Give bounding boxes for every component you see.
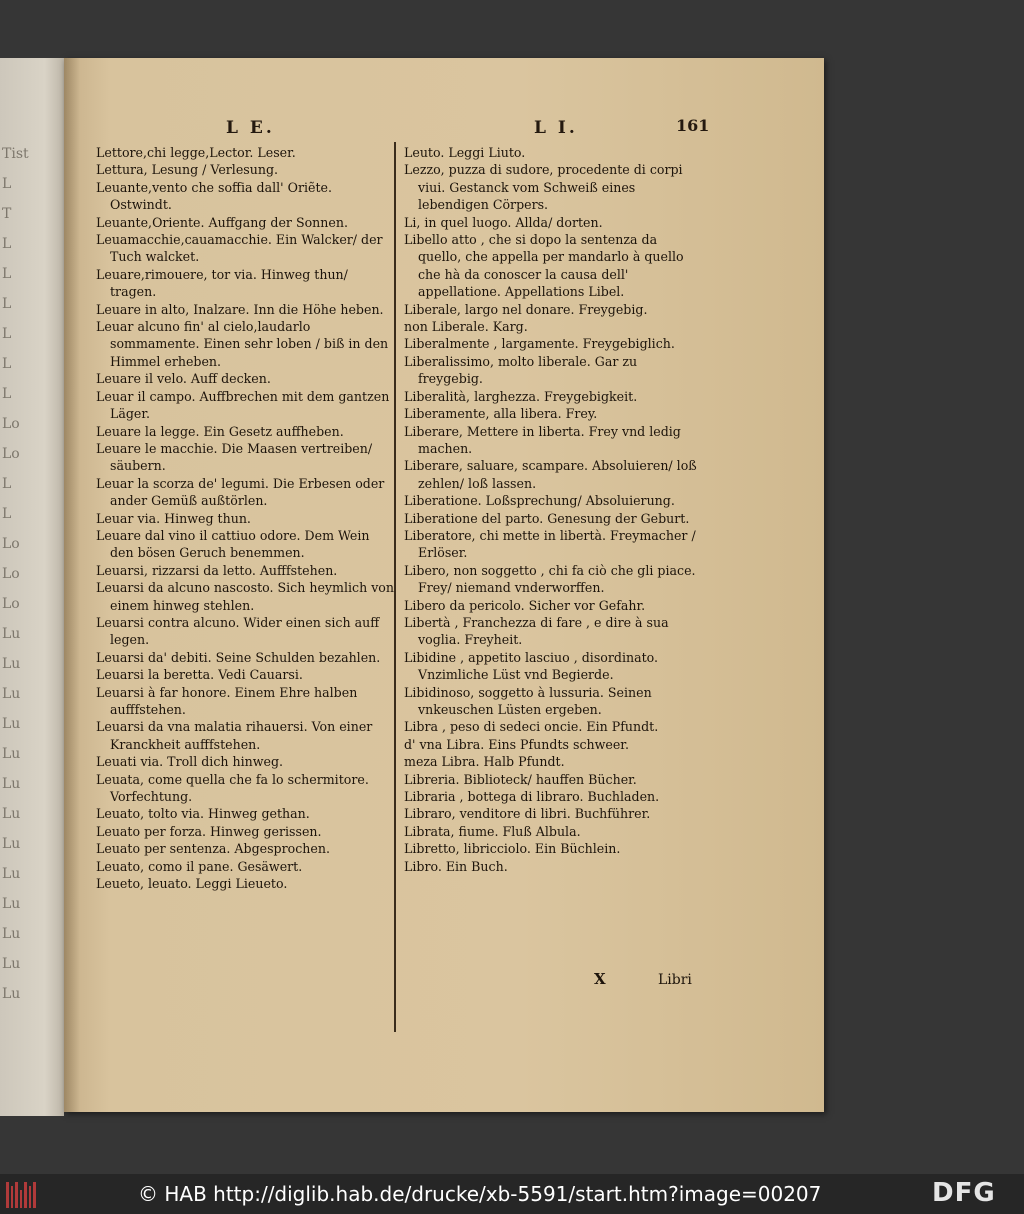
dictionary-entry: non Liberale. Karg. xyxy=(404,319,528,335)
catchword: Libri xyxy=(658,972,692,988)
dictionary-entry: Liberatione del parto. Genesung der Geburt. xyxy=(404,510,690,526)
footer-bar xyxy=(0,1174,1024,1214)
previous-page-fragment: Tist xyxy=(2,146,29,162)
previous-page-fragment: L xyxy=(2,296,12,312)
previous-page-fragment: Lu xyxy=(2,896,21,912)
dictionary-entry: Lezzo, puzza di sudore, procedente di corpi viui. Gestanck vom Schweiß eines lebendigen Cörpers. xyxy=(404,162,683,213)
dictionary-entry: meza Libra. Halb Pfundt. xyxy=(404,754,565,770)
dictionary-entry: Liberale, largo nel donare. Freygebig. xyxy=(404,301,648,317)
previous-page-fragment: Lu xyxy=(2,806,21,822)
dictionary-entry: Leuarsi da' debiti. Seine Schulden bezahlen. xyxy=(96,649,381,665)
previous-page-fragment: T xyxy=(2,206,12,222)
previous-page-fragment: L xyxy=(2,266,12,282)
previous-page-fragment: Lu xyxy=(2,836,21,852)
dictionary-entry: Libidinoso, soggetto à lussuria. Seinen vnkeuschen Lüsten ergeben. xyxy=(404,684,652,717)
dictionary-entry: Leueto, leuato. Leggi Lieueto. xyxy=(96,876,288,892)
dictionary-entry: Leuata, come quella che fa lo schermitore. Vorfechtung. xyxy=(96,771,369,805)
dictionary-entry: Leuar alcuno fin' al cielo,laudarlo sommamente. Einen sehr loben / biß in den Himmel erheben. xyxy=(96,319,389,369)
dictionary-entry: Libra , peso di sedeci oncie. Ein Pfundt. xyxy=(404,719,659,735)
right-column xyxy=(404,144,704,875)
dictionary-entry: Li, in quel luogo. Allda/ dorten. xyxy=(404,214,603,230)
previous-page-fragment: Lu xyxy=(2,986,21,1002)
dictionary-entry: Leuato per sentenza. Abgesprochen. xyxy=(96,841,330,857)
dictionary-entry: Leuare dal vino il cattiuo odore. Dem Wein den bösen Geruch benemmen. xyxy=(96,527,370,561)
hab-logo-icon xyxy=(6,1182,36,1208)
dictionary-entry: Leuare in alto, Inalzare. Inn die Höhe heben. xyxy=(96,301,384,317)
dictionary-entry: Leuamacchie,cauamacchie. Ein Walcker/ der Tuch walcket. xyxy=(96,232,383,265)
dictionary-entry: Liberalità, larghezza. Freygebigkeit. xyxy=(404,388,638,404)
previous-page-fragment: L xyxy=(2,506,12,522)
left-column xyxy=(96,144,396,892)
dictionary-entry: Liberare, saluare, scampare. Absoluieren/ loß zehlen/ loß lassen. xyxy=(404,458,697,491)
previous-page-fragment: L xyxy=(2,356,12,372)
previous-page-fragment: Lu xyxy=(2,956,21,972)
dfg-logo: DFG xyxy=(932,1178,996,1208)
dictionary-entry: Leuare,rimouere, tor via. Hinweg thun/ tragen. xyxy=(96,266,348,300)
page-gutter-shadow xyxy=(64,58,80,1112)
previous-page-fragment: Lo xyxy=(2,566,20,582)
dictionary-entry: Leuare il velo. Auff decken. xyxy=(96,371,271,387)
dictionary-entry: Leuato, tolto via. Hinweg gethan. xyxy=(96,806,310,822)
previous-page-fragment: Lu xyxy=(2,776,21,792)
dictionary-entry: Libidine , appetito lasciuo , disordinato. Vnzimliche Lüst vnd Begierde. xyxy=(404,649,659,683)
previous-page-edge xyxy=(0,58,64,1116)
dictionary-entry: Leuar la scorza de' legumi. Die Erbesen oder ander Gemüß außtörlen. xyxy=(96,475,385,509)
previous-page-fragment: Lu xyxy=(2,656,21,672)
dictionary-entry: d' vna Libra. Eins Pfundts schweer. xyxy=(404,736,629,752)
dictionary-entry: Libreria. Biblioteck/ hauffen Bücher. xyxy=(404,771,637,787)
dictionary-entry: Leuati via. Troll dich hinweg. xyxy=(96,754,284,770)
previous-page-fragment: Lu xyxy=(2,866,21,882)
dictionary-entry: Leuar via. Hinweg thun. xyxy=(96,510,251,526)
dictionary-entry: Leuante,Oriente. Auffgang der Sonnen. xyxy=(96,214,348,230)
dictionary-entry: Libero da pericolo. Sicher vor Gefahr. xyxy=(404,597,646,613)
dictionary-entry: Leuato per forza. Hinweg gerissen. xyxy=(96,823,322,839)
dictionary-entry: Librata, fiume. Fluß Albula. xyxy=(404,823,581,839)
dictionary-entry: Liberatore, chi mette in libertà. Freymacher / Erlöser. xyxy=(404,527,696,561)
dictionary-entry: Leuarsi, rizzarsi da letto. Aufffstehen. xyxy=(96,562,338,578)
previous-page-fragment: Lu xyxy=(2,716,21,732)
dictionary-entry: Libello atto , che si dopo la sentenza da quello, che appella per mandarlo à quello che hà da conoscer la causa dell' appellatione. Appellations Libel. xyxy=(404,232,684,300)
previous-page-fragment: Lu xyxy=(2,626,21,642)
dictionary-entry: Liberatione. Loßsprechung/ Absoluierung. xyxy=(404,493,675,509)
dictionary-entry: Leuante,vento che soffia dall' Oriẽte. Ostwindt. xyxy=(96,179,332,213)
signature-mark: X xyxy=(594,970,606,988)
dictionary-entry: Leuarsi contra alcuno. Wider einen sich auff legen. xyxy=(96,614,380,648)
previous-page-fragment: L xyxy=(2,476,12,492)
book-page xyxy=(64,58,824,1112)
dictionary-entry: Leuar il campo. Auffbrechen mit dem gantzen Läger. xyxy=(96,388,390,422)
dictionary-entry: Libraria , bottega di libraro. Buchladen. xyxy=(404,789,660,805)
previous-page-fragment: Lu xyxy=(2,926,21,942)
dictionary-entry: Leuto. Leggi Liuto. xyxy=(404,145,526,160)
previous-page-fragment: L xyxy=(2,386,12,402)
dictionary-entry: Libro. Ein Buch. xyxy=(404,858,508,874)
running-header-left: L E. xyxy=(226,118,275,138)
previous-page-fragment: Lu xyxy=(2,686,21,702)
dictionary-entry: Lettura, Lesung / Verlesung. xyxy=(96,162,279,178)
running-header-right: L I. xyxy=(534,118,578,138)
previous-page-fragment: L xyxy=(2,176,12,192)
previous-page-fragment: Lo xyxy=(2,596,20,612)
previous-page-fragment: L xyxy=(2,326,12,342)
dictionary-entry: Liberalmente , largamente. Freygebiglich. xyxy=(404,336,675,352)
copyright-url[interactable]: © HAB http://diglib.hab.de/drucke/xb-5591/start.htm?image=00207 xyxy=(138,1182,822,1206)
previous-page-fragment: Lo xyxy=(2,416,20,432)
dictionary-entry: Leuarsi la beretta. Vedi Cauarsi. xyxy=(96,667,303,683)
previous-page-fragment: Lo xyxy=(2,536,20,552)
dictionary-entry: Liberamente, alla libera. Frey. xyxy=(404,406,598,422)
page-number: 161 xyxy=(676,116,710,135)
dictionary-entry: Leuarsi da alcuno nascosto. Sich heymlich von einem hinweg stehlen. xyxy=(96,580,395,613)
dictionary-entry: Lettore,chi legge,Lector. Leser. xyxy=(96,145,296,160)
previous-page-fragment: Lo xyxy=(2,446,20,462)
dictionary-entry: Leuato, como il pane. Gesäwert. xyxy=(96,858,303,874)
dictionary-entry: Leuare le macchie. Die Maasen vertreiben/ säubern. xyxy=(96,440,373,474)
dictionary-entry: Liberalissimo, molto liberale. Gar zu freygebig. xyxy=(404,353,638,387)
previous-page-fragment: Lu xyxy=(2,746,21,762)
dictionary-entry: Libertà , Franchezza di fare , e dire à sua voglia. Freyheit. xyxy=(404,614,669,648)
dictionary-entry: Libraro, venditore di libri. Buchführer. xyxy=(404,806,651,822)
dictionary-entry: Libero, non soggetto , chi fa ciò che gli piace. Frey/ niemand vnderworffen. xyxy=(404,562,696,596)
dictionary-entry: Leuarsi da vna malatia rihauersi. Von einer Kranckheit aufffstehen. xyxy=(96,719,373,752)
dictionary-entry: Leuarsi à far honore. Einem Ehre halben aufffstehen. xyxy=(96,684,358,717)
dictionary-entry: Libretto, libricciolo. Ein Büchlein. xyxy=(404,841,621,857)
dictionary-entry: Liberare, Mettere in liberta. Frey vnd ledig machen. xyxy=(404,423,681,456)
dictionary-entry: Leuare la legge. Ein Gesetz auffheben. xyxy=(96,423,344,439)
previous-page-fragment: L xyxy=(2,236,12,252)
